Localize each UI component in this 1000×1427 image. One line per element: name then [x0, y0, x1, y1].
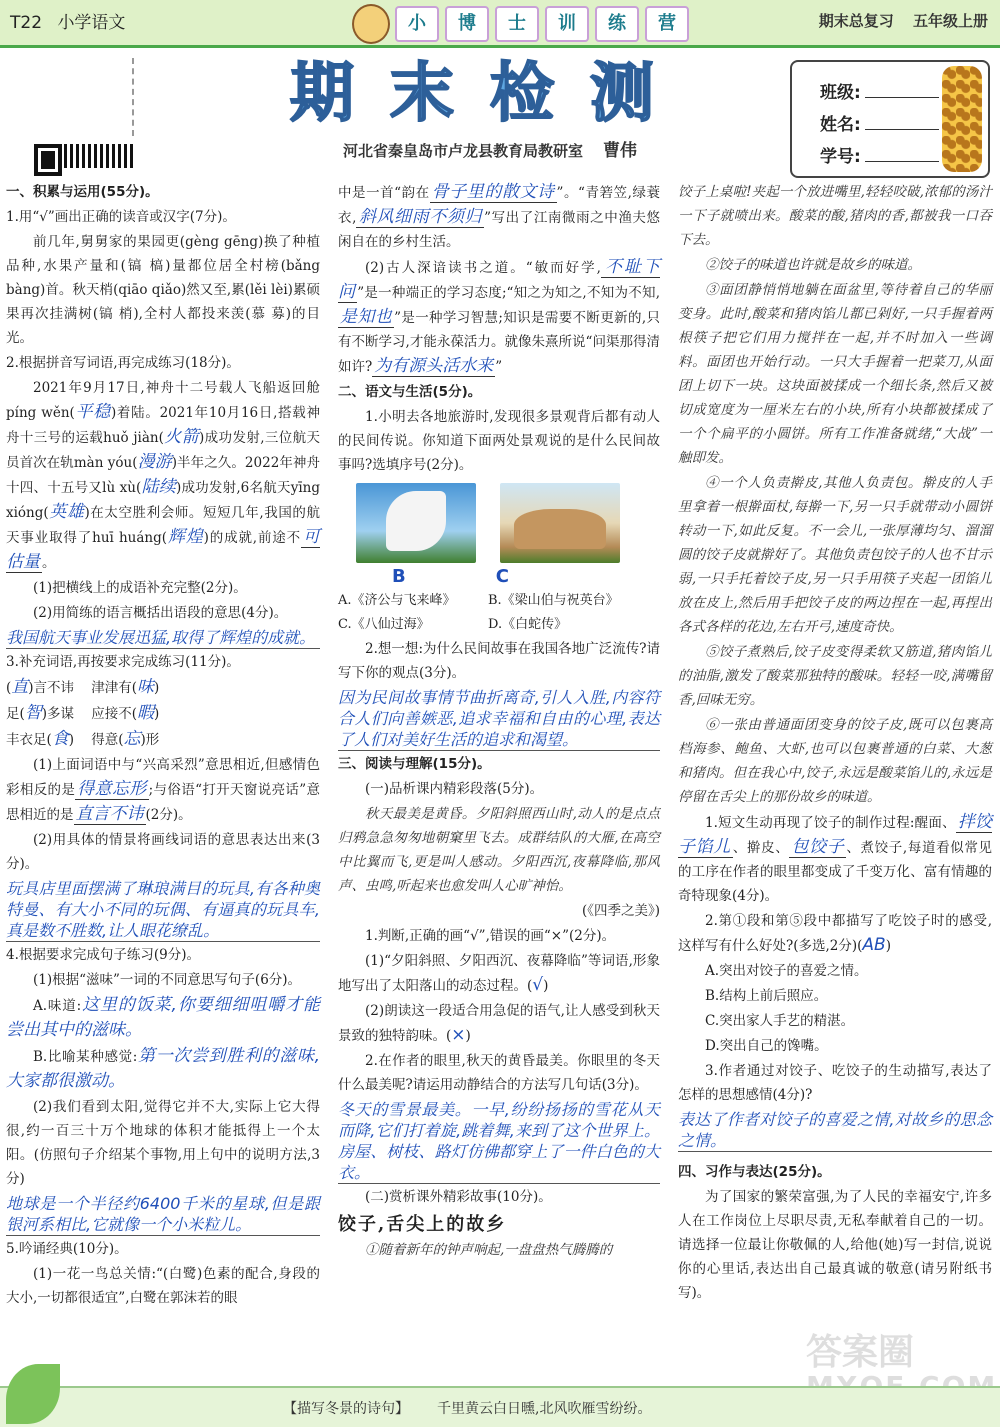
answer-block: 我国航天事业发展迅猛,取得了辉煌的成就。 — [6, 627, 320, 649]
section-heading: 三、阅读与理解(15分)。 — [338, 756, 491, 772]
story-paragraph: ②饺子的味道也许就是故乡的味道。 — [705, 257, 921, 273]
word-row — [6, 675, 320, 700]
leaf-icon — [6, 1364, 60, 1424]
option: C.《八仙过海》 — [338, 617, 430, 632]
question-text: 2021年9月17日,神舟十二号载人飞船返回舱píng wěn(平稳)着陆。2021年10月16日,搭载神舟十三号的运载huǒ jiàn(火箭)成功发射,三位航天员首次在轨màn yóu(漫游)半年之久。2022年神舟十四、十五号又lù xù(陆续)成功发射,6名航天yīng xióng(英雄)在太空胜利会师。短短几年,我国的航天事业取得了huī huáng(辉煌)的成就,前途不 可估量 。 — [6, 380, 321, 572]
class-label: 班级: — [820, 83, 861, 103]
answer: 漫游 — [137, 452, 172, 472]
option: D.突出自己的馋嘴。 — [705, 1038, 828, 1054]
question: 2.第①段和第⑤段中都描写了吃饺子时的感受,这样写有什么好处?(多选,2分)(AB) — [678, 913, 992, 955]
text-span: 丰衣足( — [6, 732, 52, 748]
brand-char: 小 — [395, 6, 439, 42]
text-span: ”写出了江南微雨之中渔夫悠闲自在的乡村生活。 — [338, 210, 661, 250]
brand-logo — [395, 6, 689, 42]
watermark-line: 答案圈 — [806, 1332, 915, 1373]
answer: 斜风细雨不须归 — [358, 207, 483, 227]
answer: 食 — [51, 729, 69, 749]
question: 5.吟诵经典(10分)。 — [6, 1241, 128, 1257]
qr-code-icon[interactable] — [34, 144, 134, 168]
question: 2.在作者的眼里,秋天的黄昏最美。你眼里的冬天什么最美呢?请运用动静结合的方法写几句话(3分)。 — [338, 1053, 660, 1093]
answer-block: 玩具店里面摆满了琳琅满目的玩具,有各种奥特曼、有大小不同的玩偶、有逼真的玩具车,真是数不胜数,让人眼花缭乱。 — [6, 879, 320, 940]
sub-heading: (一)品析课内精彩段落(5分)。 — [365, 781, 544, 797]
text-span: )形 — [140, 732, 160, 748]
option: C.突出家人手艺的精湛。 — [705, 1013, 855, 1029]
section-heading: 一、积累与运用(55分)。 — [6, 184, 159, 200]
sub-question: (2)我们看到太阳,觉得它并不大,实际上它大得很,约一百三十万个地球的体积才能抵得上一个太阳。(仿照句子介绍某个事物,用上句中的说明方法,3分) — [6, 1099, 320, 1187]
option: D.《白蛇传》 — [488, 617, 568, 632]
word-row — [6, 701, 320, 726]
story-paragraph: 饺子上桌啦!夹起一个放进嘴里,轻轻咬破,浓郁的汤汁一下子就喷出来。酸菜的酸,猪肉的香,都被我一口吞下去。 — [678, 184, 992, 248]
text-span: 2.第①段和第⑤段中都描写了吃饺子时的感受,这样写有什么好处?(多选,2分)( — [678, 913, 992, 954]
brand-char: 训 — [545, 6, 589, 42]
id-field[interactable] — [820, 142, 939, 167]
answer: 直 — [11, 677, 29, 697]
story-paragraph: ⑥一张由普通面团变身的饺子皮,既可以包裹高档海参、鲍鱼、大虾,也可以包裹普通的白菜、大葱和猪肉。但在我心中,饺子,永远是酸菜馅儿的,永远是停留在舌尖上的那份故乡的味道。 — [678, 717, 992, 805]
text-span: 中是一首“韵在 — [338, 185, 430, 201]
grade-label: 五年级上册 — [912, 12, 988, 30]
question-text — [338, 255, 660, 379]
answer-block: 地球是一个半径约6400千米的星球,但是跟银河系相比,它就像一个小米粒儿。 — [6, 1194, 320, 1234]
option: A.《济公与飞来峰》 — [338, 593, 456, 608]
text-span: ( — [6, 680, 12, 696]
option: B.结构上前后照应。 — [705, 988, 828, 1004]
text-span: 、擀皮、 — [732, 840, 790, 856]
text-span: )言不讳 — [28, 680, 75, 696]
text-span: )成功发射,三位航天员首次在轨màn yóu( — [6, 430, 321, 471]
word-row — [6, 727, 320, 752]
brand-char: 营 — [645, 6, 689, 42]
answer: B — [392, 566, 406, 587]
answer: 平稳 — [74, 402, 111, 422]
qr-area — [12, 58, 134, 170]
text-span: ;与俗语“打开天窗说亮话”意思相近的是 — [6, 782, 321, 823]
text-span: 足( — [6, 706, 25, 722]
sub-question — [6, 1044, 320, 1094]
scenery-images — [356, 483, 660, 563]
text-span: A.味道: — [33, 998, 82, 1014]
section-heading: 四、习作与表达(25分)。 — [678, 1164, 831, 1180]
text-span: ” — [495, 359, 503, 375]
sub-heading: (二)赏析课外精彩故事(10分)。 — [365, 1189, 552, 1205]
section-heading: 二、语文与生活(5分)。 — [338, 384, 482, 400]
question: 3.补充词语,再按要求完成练习(11分)。 — [6, 654, 240, 670]
class-field[interactable] — [820, 78, 939, 103]
answer: × — [451, 1025, 466, 1045]
subject-label: 小学语文 — [57, 13, 126, 33]
sub-question: (2)朗读这一段适合用急促的语气,让人感受到秋天景致的独特韵味。(×) — [338, 1003, 660, 1045]
text-span: )成功发射,6名航天yīng xióng( — [6, 480, 320, 521]
answer: 忘 — [123, 729, 141, 749]
answer-block: 因为民间故事情节曲折离奇,引人入胜,内容符合人们向善嫉恶,追求幸福和自由的心理,表达了人们对美好生活的追求和渴望。 — [338, 688, 660, 749]
cow-mascot-icon — [352, 4, 390, 44]
question: 4.根据要求完成句子练习(9分)。 — [6, 947, 201, 963]
text-span: (2)古人深谙读书之道。“敏而好学, — [365, 260, 601, 276]
sub-question: (1)一花一鸟总关情:“(白鹭)色素的配合,身段的大小,一切都很适宜”,白鹭在郭沫若的眼 — [6, 1266, 320, 1306]
text-span: ) — [68, 732, 75, 748]
sub-question: (1)“夕阳斜照、夕阳西沉、夜幕降临”等词语,形象地写出了太阳落山的动态过程。(√) — [338, 953, 660, 995]
text-span: ”。“青箬笠,绿蓑衣, — [338, 185, 660, 226]
text-span: (1)“夕阳斜照、夕阳西沉、夜幕降临”等词语,形象地写出了太阳落山的动态过程。( — [338, 953, 660, 994]
eight-immortals-sculpture-image — [500, 483, 620, 563]
answer: 智 — [24, 703, 42, 723]
text-span: B.比喻某种感觉: — [33, 1049, 138, 1065]
text-span: 1.短文生动再现了饺子的制作过程:醒面、 — [705, 815, 956, 831]
brand-char: 士 — [495, 6, 539, 42]
author-org: 河北省秦皇岛市卢龙县教育局教研室 — [342, 142, 583, 160]
answer: 火箭 — [163, 427, 200, 447]
sub-question — [6, 753, 320, 827]
story-title: 饺子,舌尖上的故乡 — [338, 1214, 507, 1235]
text-span: )半年之久。2022年神舟十四、十五号又lù xù( — [6, 455, 320, 496]
name-line[interactable] — [865, 114, 939, 130]
brand-char: 博 — [445, 6, 489, 42]
text-span: 2021年9月17日,神舟十二号载人飞船返回舱píng wěn( — [6, 380, 320, 421]
answer: C — [495, 566, 509, 587]
butterfly-sculpture-image — [356, 483, 476, 563]
title-block — [230, 56, 750, 161]
text-span: ) — [154, 706, 160, 722]
name-label: 姓名: — [820, 115, 861, 135]
text-span: )多谋 — [41, 706, 75, 722]
header-right — [805, 10, 988, 31]
sub-question: (2)用简练的语言概括出语段的意思(4分)。 — [33, 605, 288, 621]
class-line[interactable] — [865, 82, 939, 98]
text-span: )在太空胜利会师。短短几年,我国的航天事业取得了huī huáng( — [6, 505, 320, 546]
page-header — [0, 0, 1000, 48]
header-left — [10, 8, 135, 33]
text-span: ”是一种学习智慧;知识是需要不断更新的,只有不断学习,才能永葆活力。就像朱熹所说“问渠那得清如许? — [338, 310, 660, 375]
story-paragraph: ③面团静悄悄地躺在面盆里,等待着自己的华丽变身。此时,酸菜和猪肉馅儿都已剁好,一只手握着两根筷子把它们用力搅拌在一起,并不时加入一些调料。面团也开始行动。一只大手握着一把菜刀,从面团上切下一块。这块面被揉成一个细长条,然后又被切成宽度为一厘米左右的小块,所有小块都被揉成了一个个扁平的小圆饼。所有工作准备就绪,“大战”一触即发。 — [678, 282, 992, 466]
option: A.突出对饺子的喜爱之情。 — [705, 963, 868, 979]
id-label: 学号: — [820, 147, 861, 167]
brand-char: 练 — [595, 6, 639, 42]
text-span: )着陆。2021年10月16日,搭载神舟十三号的运载huǒ jiàn( — [6, 405, 320, 446]
text-span: ”是一种端正的学习态度;“知之为知之,不知为不知, — [357, 285, 661, 301]
answer: 为有源头活水来 — [374, 356, 494, 376]
page-title: 期末检测 — [290, 56, 690, 131]
sub-question: (1)根据“滋味”一词的不同意思写句子(6分)。 — [33, 972, 302, 988]
page-footer — [0, 1386, 1000, 1427]
question: 2.想一想:为什么民间故事在我国各地广泛流传?请写下你的观点(3分)。 — [338, 641, 660, 681]
story-paragraph: ④一个人负责擀皮,其他人负责包。擀皮的人手里拿着一根擀面杖,每擀一下,另一只手就带动小圆饼转动一下,如此反复。不一会儿,一张厚薄均匀、溜溜圆的饺子皮就擀好了。其他负责包饺子的人也不甘示弱,一只手托着饺子皮,另一只手用筷子夹起一团馅儿放在皮上,然后用手把饺子皮的两边捏在一起,再捏出各式各样的花边,左右开弓,速度奇快。 — [678, 475, 992, 635]
edition-label: 期末总复习 — [818, 12, 894, 30]
answer: 辉煌 — [167, 527, 204, 547]
column-2 — [338, 180, 660, 1263]
answer: AB — [862, 935, 886, 955]
author-line — [230, 136, 750, 161]
text-span: (2分)。 — [145, 807, 192, 823]
id-line[interactable] — [865, 146, 939, 162]
answer: 拌饺子馅儿 — [678, 812, 992, 857]
question-text — [338, 180, 660, 254]
answer: 味 — [137, 677, 155, 697]
answer: 不耻下问 — [338, 257, 660, 302]
giraffe-icon — [942, 66, 982, 172]
name-field[interactable] — [820, 110, 939, 135]
sub-question: (1)把横线上的成语补充完整(2分)。 — [33, 580, 247, 596]
column-1 — [6, 180, 320, 1311]
page-number: T22 — [10, 13, 43, 33]
answer: 是知也 — [340, 307, 393, 327]
text-span: 得意( — [91, 732, 124, 748]
footer-poem — [283, 1398, 651, 1418]
answer: 暇 — [137, 703, 155, 723]
question: 1.用“√”画出正确的读音或汉字(7分)。 — [6, 209, 236, 225]
student-info-box — [790, 60, 990, 178]
answer: 可估量 — [6, 527, 321, 572]
answer: 骨子里的散文诗 — [431, 182, 555, 202]
option: B.《梁山伯与祝英台》 — [488, 593, 619, 608]
answer: 第一次尝到胜利的滋味,大家都很激动。 — [6, 1046, 321, 1091]
answer: 这里的饭菜,你要细细咀嚼才能尝出其中的滋味。 — [6, 995, 321, 1040]
story-paragraph: ①随着新年的钟声响起,一盘盘热气腾腾的 — [365, 1242, 613, 1258]
text-span: (1)上面词语中与“兴高采烈”意思相近,但感情色彩相反的是 — [6, 757, 320, 798]
question — [678, 810, 992, 908]
question-text: 前几年,舅舅家的果园更(gèng gēng)换了种植品种,水果产量和(镐 槁)量都位居全村榜(bǎng bàng)首。秋天梢(qiāo qiǎo)然又至,累(lěi lèi)累硕果再次挂满树(镐 梢),全村人都投来羡(慕 募)的目光。 — [6, 234, 320, 346]
text-span: (2)朗读这一段适合用急促的语气,让人感受到秋天景致的独特韵味。 — [338, 1003, 660, 1044]
answer: 包饺子 — [791, 837, 845, 857]
reading-passage: 秋天最美是黄昏。夕阳斜照西山时,动人的是点点归鸦急急匆匆地朝窠里飞去。成群结队的大雁,在高空中比翼而飞,更是叫人感动。夕阳西沉,夜幕降临,那风声、虫鸣,听起来也愈发叫人心旷神怡。 — [338, 806, 660, 894]
text-span: 应接不( — [91, 706, 138, 722]
answer: √ — [532, 975, 544, 995]
cutout-area — [12, 58, 134, 136]
question: 1.判断,正确的画“√”,错误的画“×”(2分)。 — [365, 928, 616, 944]
image-answers — [392, 565, 660, 589]
answer: 英雄 — [48, 502, 85, 522]
answer: 陆续 — [141, 477, 176, 497]
essay-prompt: 为了国家的繁荣富强,为了人民的幸福安宁,许多人在工作岗位上尽职尽责,无私奉献着自己的一切。请选择一位最让你敬佩的人,给他(她)写一封信,说说你的心里话,表达出自己最真诚的敬意(请另附纸书写)。 — [678, 1189, 992, 1301]
question: 3.作者通过对饺子、吃饺子的生动描写,表达了怎样的思想感情(4分)? — [678, 1063, 992, 1103]
story-paragraph: ⑤饺子煮熟后,饺子皮变得柔软又筋道,猪肉馅儿的油脂,激发了酸菜那独特的酸味。轻轻一咬,满嘴留香,回味无穷。 — [678, 644, 992, 708]
sub-question: (2)用具体的情景将画线词语的意思表达出来(3分)。 — [6, 832, 320, 872]
answer: 得意忘形 — [77, 779, 147, 799]
text-span: ) — [154, 680, 160, 696]
passage-source: (《四季之美》) — [581, 903, 660, 919]
answer-block: 冬天的雪景最美。一早,纷纷扬扬的雪花从天而降,它们打着旋,跳着舞,来到了这个世界上。房屋、树枝、路灯仿佛都穿上了一件白色的大衣。 — [338, 1100, 660, 1182]
text-span: 津津有( — [91, 680, 138, 696]
answer-block: 表达了作者对饺子的喜爱之情,对故乡的思念之情。 — [678, 1110, 992, 1150]
question: 2.根据拼音写词语,再完成练习(18分)。 — [6, 355, 240, 371]
text-span: 、煮饺子,每道看似常见的工序在作者的眼里都变成了千变万化、富有情趣的奇特现象(4分)。 — [678, 840, 993, 904]
footer-verse: 千里黄云白日曛,北风吹雁雪纷纷。 — [437, 1401, 652, 1417]
author-name: 曹伟 — [603, 141, 637, 161]
footer-tag: 【描写冬景的诗句】 — [283, 1401, 409, 1417]
question: 1.小明去各地旅游时,发现很多景观背后都有动人的民间传说。你知道下面两处景观说的是什么民间故事吗?选填序号(2分)。 — [338, 409, 660, 473]
sub-question — [6, 993, 320, 1043]
answer: 直言不讳 — [75, 804, 144, 824]
options — [338, 589, 660, 637]
column-3 — [678, 180, 992, 1306]
text-span: )的成就,前途不 — [203, 530, 302, 546]
